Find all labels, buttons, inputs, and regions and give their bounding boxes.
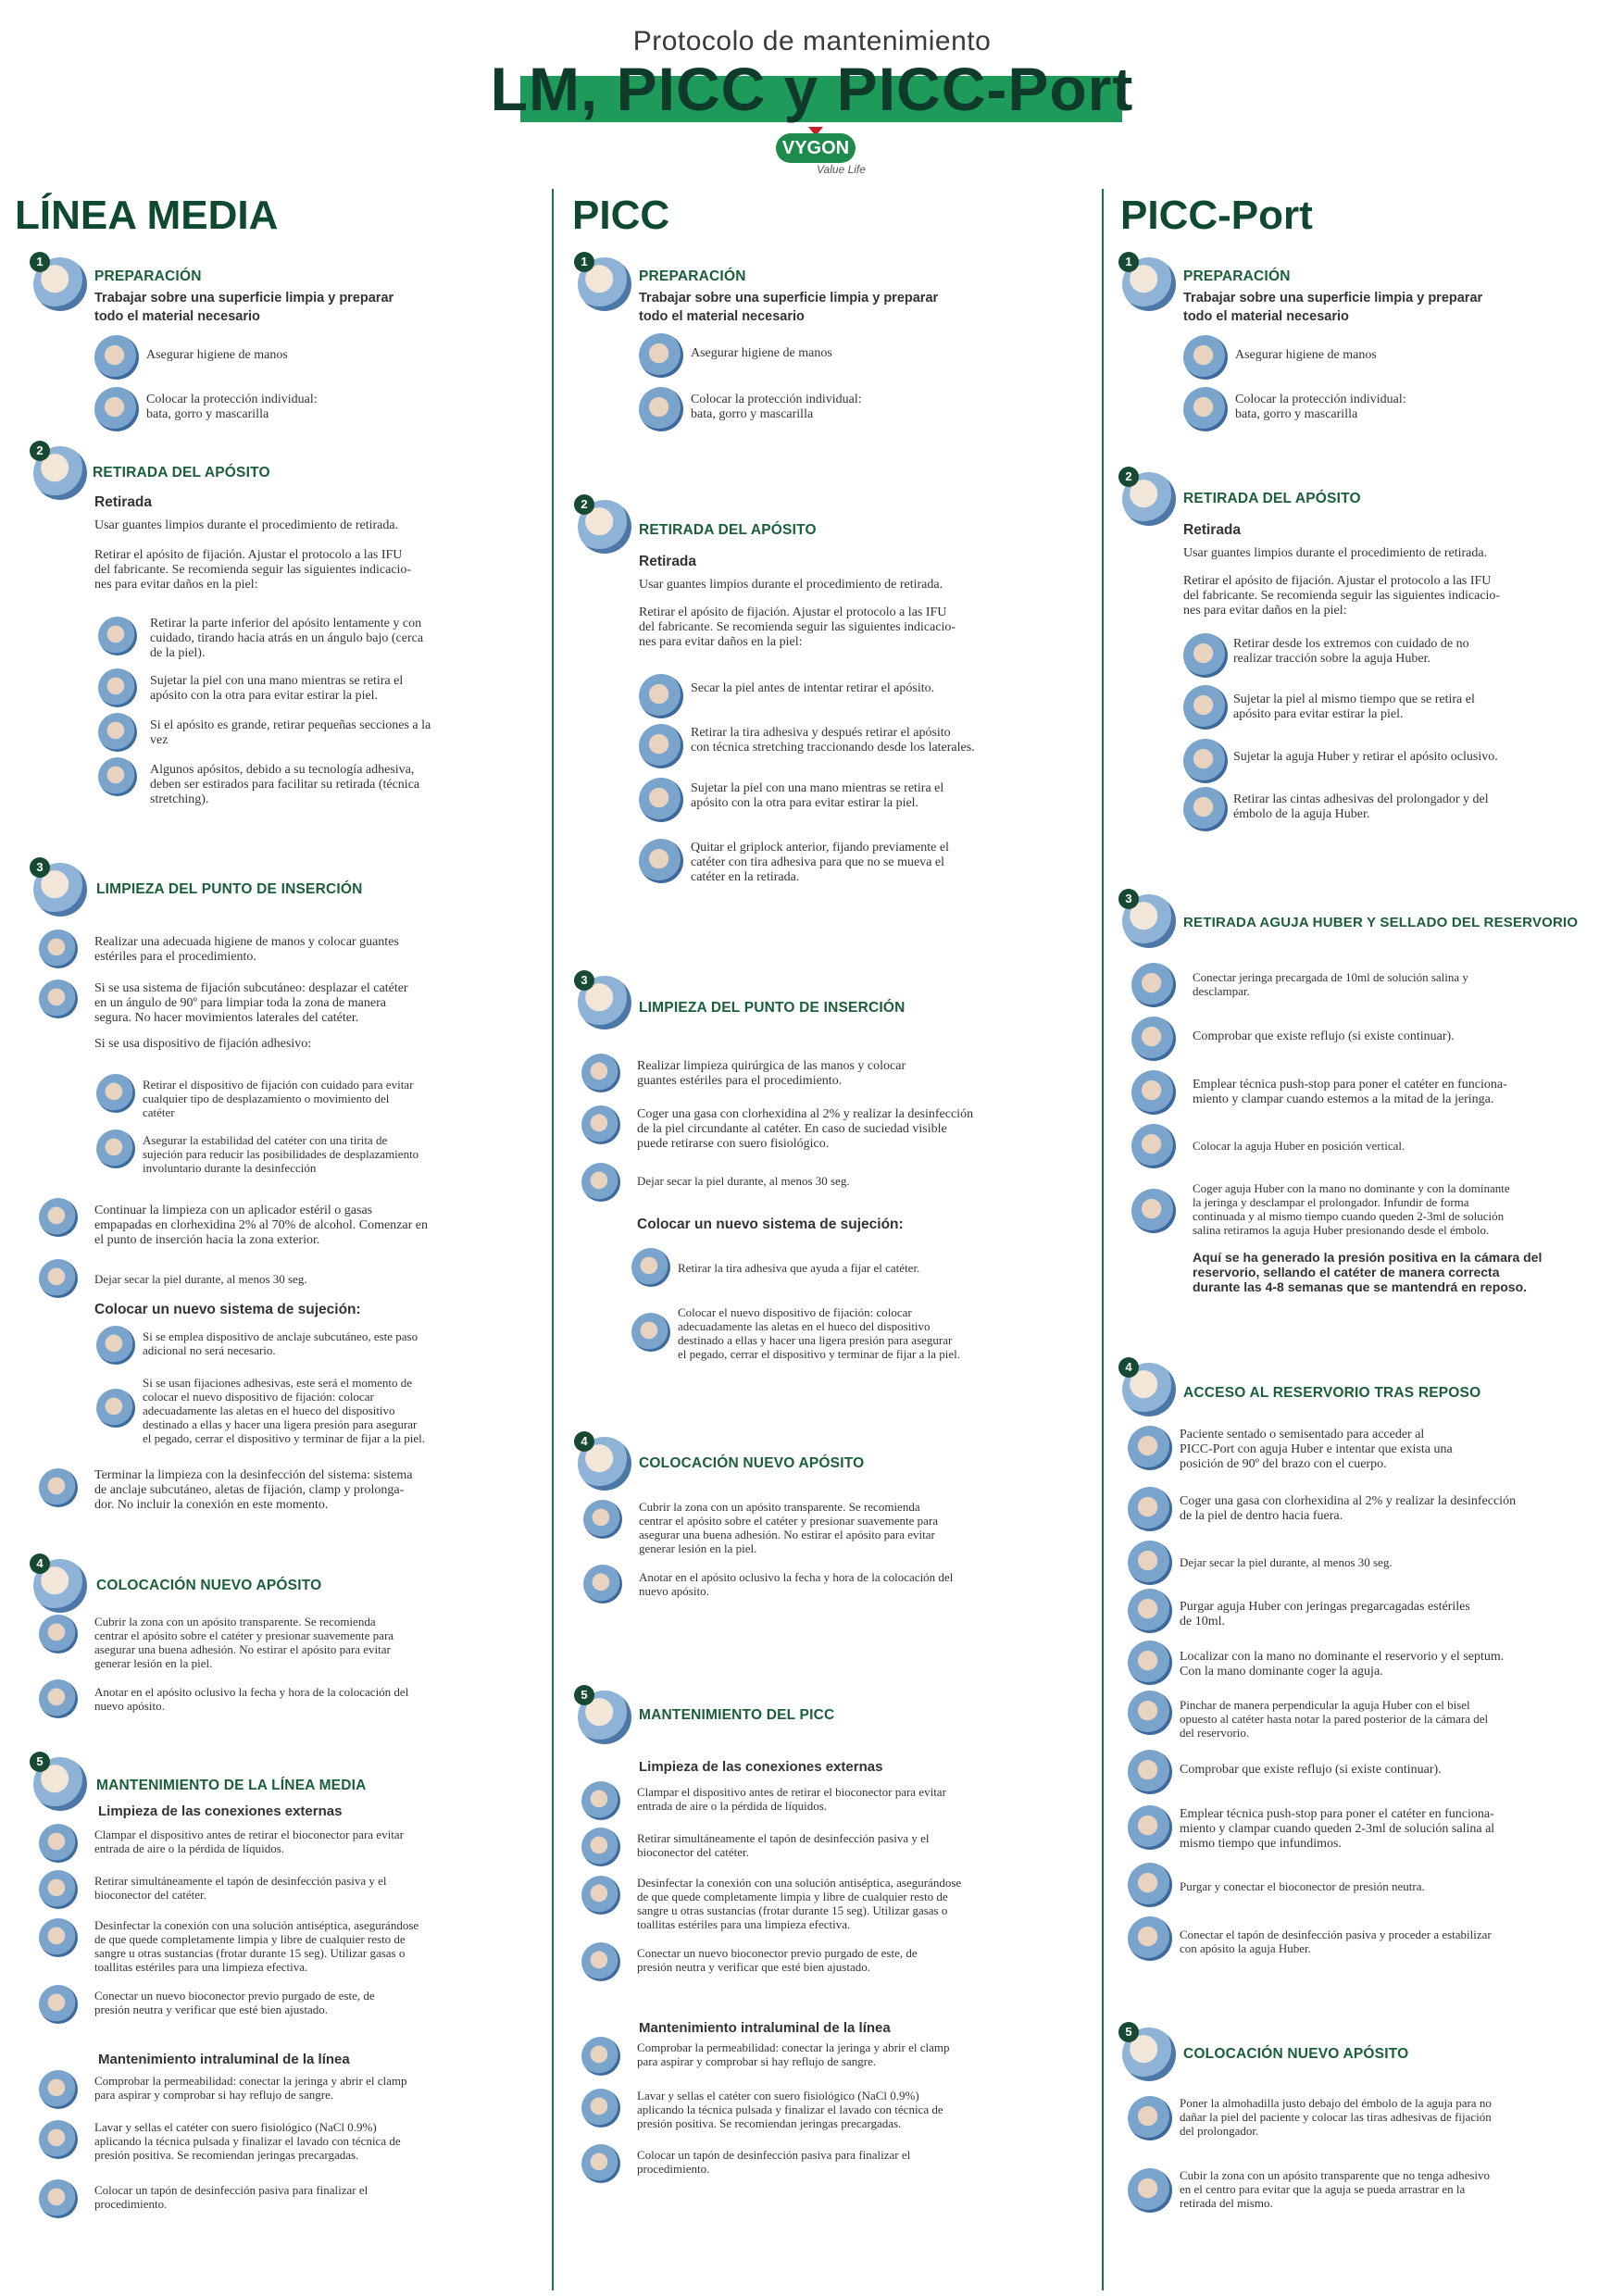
annotate-dressing-icon [39,1679,78,1718]
item-text: Cubrir la zona con un apósito transparente. Se recomienda centrar el apósito sobre el catéter y presionar suavemente para asegurar una buena adhesión. No estirar el apósito para evitar generar lesión en la piel. [639,1500,939,1555]
item-text: Desinfectar la conexión con una solución antiséptica, asegurándose de que quede completamente limpia y libre de cualquier resto de sangre u otras sustancias (frotar durante 15 seg). Utilizar gasas o toallitas estériles para una limpieza efectiva. [94,1918,419,1974]
patient-position-icon [1128,1426,1172,1470]
remove-strip-icon [631,1248,670,1287]
item-text: Coger una gasa con clorhexidina al 2% y realizar la desinfección de la piel circundante al catéter. En caso de suciedad visible puede retirarse con suero fisiológico. [637,1107,974,1151]
port-step-1-bold-2: todo el material necesario [1183,309,1349,324]
picc-step-1-title: PREPARACIÓN [639,268,746,284]
item-text: Lavar y sellas el catéter con suero fisiológico (NaCl 0.9%) aplicando la técnica pulsada y finalizar el lavado con técnica de presión positiva. Se recomiendan jeringas precargadas. [94,2120,401,2162]
picc-s2-sub: Retirada [639,554,697,569]
new-fixation-icon [631,1313,670,1352]
protection-icon [94,387,139,431]
dry-skin-icon [581,1163,620,1202]
item-text: Clampar el dispositivo antes de retirar el bioconector para evitar entrada de aire o la pérdida de líquidos. [637,1785,946,1813]
item-text: Anotar en el apósito oclusivo la fecha y hora de la colocación del nuevo apósito. [94,1685,409,1713]
dry-skin-icon [639,674,683,718]
port-s3-bold: Aquí se ha generado la presión positiva en la cámara del reservorio, sellando el catéter de manera correcta durante las 4-8 semanas que se mantendrá en reposo. [1193,1250,1543,1294]
item-text: Comprobar que existe reflujo (si existe continuar). [1180,1763,1442,1777]
picc-s5-sub-2: Mantenimiento intraluminal de la línea [639,2020,891,2036]
clamp-icon [581,1781,620,1820]
item-text: Si se usan fijaciones adhesivas, este será el momento de colocar el nuevo dispositivo de fijación: colocar adecuadamente las aletas en el hueco del dispositivo destinado a ellas y hacer una ligera presión para asegurar el pegado, cerrar el dispositivo y terminar de fijar a la piel. [143,1376,426,1445]
item-text: Comprobar que existe reflujo (si existe continuar). [1193,1029,1455,1043]
item-text: Conectar un nuevo bioconector previo purgado de este, de presión neutra y verificar que esté bien ajustado. [637,1946,918,1974]
remove-dressing-icon [1183,739,1228,783]
column-divider-2 [1102,189,1104,2290]
item-text: Retirar simultáneamente el tapón de desinfección pasiva y el bioconector del catéter. [637,1831,930,1859]
port-s2-p1: Usar guantes limpios durante el procedimiento de retirada. [1183,546,1488,560]
dressing-sections-icon [98,713,137,752]
item-text: Cubir la zona con un apósito transparente que no tenga adhesivo en el centro para evitar que la aguja se pueda arrastrar en la retirada del mismo. [1180,2168,1491,2210]
dry-skin-icon [1128,1541,1172,1585]
lm-step-4-title: COLOCACIÓN NUEVO APÓSITO [96,1578,322,1593]
lm-s5-sub-2: Mantenimiento intraluminal de la línea [98,2052,350,2067]
item-text: Retirar las cintas adhesivas del prolongador y del émbolo de la aguja Huber. [1233,792,1489,821]
bioconnector-icon [39,1985,78,2024]
dressing-removal-icon [98,617,137,655]
item-text: Si el apósito es grande, retirar pequeñas secciones a la vez [150,718,431,747]
lm-s2-p1: Usar guantes limpios durante el procedimiento de retirada. [94,518,399,532]
protection-icon [1183,387,1228,431]
item-text: Clampar el dispositivo antes de retirar el bioconector para evitar entrada de aire o la pérdida de líquidos. [94,1828,404,1855]
hold-skin-icon [98,668,137,707]
hand-hygiene-icon [39,930,78,968]
remove-fixation-icon [96,1074,135,1113]
item-text: Conectar un nuevo bioconector previo purgado de este, de presión neutra y verificar que esté bien ajustado. [94,1989,375,2016]
lm-s2-p2: Retirar el apósito de fijación. Ajustar el protocolo a las IFU del fabricante. Se recomienda seguir las siguientes indicacio- nes para evitar daños en la piel: [94,548,412,592]
flush-icon [581,2089,620,2128]
hand-hygiene-icon [639,333,683,378]
item-text: Terminar la limpieza con la desinfección del sistema: sistema de anclaje subcutáneo, aletas de fijación, clamp y prolonga- dor. No incluir la conexión en este momento. [94,1468,413,1512]
bioconnector-icon [1128,1863,1172,1907]
hand-hygiene-icon [1183,335,1228,380]
step-number: 4 [30,1554,50,1574]
clamp-icon [39,1824,78,1863]
hand-hygiene-icon [94,335,139,380]
item-text: Desinfectar la conexión con una solución antiséptica, asegurándose de que quede completamente limpia y libre de cualquier resto de sangre u otras sustancias (frotar durante 15 seg). Utilizar gasas o toallitas estériles para una limpieza efectiva. [637,1876,962,1931]
item-text: Paciente sentado o semisentado para acceder al PICC-Port con aguja Huber e intentar que exista una posición de 90º del brazo con el cuerpo. [1180,1428,1453,1471]
surgical-hand-wash-icon [581,1054,620,1092]
port-step-5-title: COLOCACIÓN NUEVO APÓSITO [1183,2046,1409,2062]
prefilled-syringe-icon [1131,963,1176,1007]
item-text: Continuar la limpieza con un aplicador estéril o gasas empapadas en clorhexidina 2% al 70% de alcohol. Comenzar en el punto de inserción hacia la zona exterior. [94,1204,428,1247]
picc-step-1-bold-1: Trabajar sobre una superficie limpia y preparar [639,291,939,306]
item-text: Colocar la protección individual: bata, gorro y mascarilla [146,393,318,421]
syringe-icon [39,2070,78,2109]
griplock-icon [639,839,683,883]
vygon-logo: VYGON [776,133,856,163]
purge-needle-icon [1128,1589,1172,1633]
item-text: Algunos apósitos, debido a su tecnología adhesiva, deben ser estirados para facilitar su retirada (técnica stretching). [150,763,420,806]
lm-s5-sub-1: Limpieza de las conexiones externas [98,1803,343,1819]
remove-cap-icon [581,1828,620,1866]
step-number: 1 [1118,252,1139,272]
lm-step-3-title: LIMPIEZA DEL PUNTO DE INSERCIÓN [96,881,363,897]
disinfection-cap-icon [39,2179,78,2218]
item-text: Retirar desde los extremos con cuidado de no realizar tracción sobre la aguja Huber. [1233,637,1469,666]
step-number: 5 [1118,2022,1139,2042]
protection-icon [639,387,683,431]
picc-s5-sub-1: Limpieza de las conexiones externas [639,1759,883,1775]
transparent-dressing-icon [39,1615,78,1653]
item-text: Sujetar la aguja Huber y retirar el apósito oclusivo. [1233,750,1498,764]
reflux-check-icon [1128,1750,1172,1794]
picc-s2-p1: Usar guantes limpios durante el procedimiento de retirada. [639,578,943,592]
adhesive-fixation-icon [96,1389,135,1428]
item-text: Dejar secar la piel durante, al menos 30 seg. [94,1272,307,1286]
lm-step-2-title: RETIRADA DEL APÓSITO [93,465,270,480]
transparent-dressing-icon [583,1500,622,1539]
item-text: Sujetar la piel con una mano mientras se retira el apósito con la otra para evitar estirar la piel. [150,674,404,703]
locate-septum-icon [1128,1641,1172,1685]
item-text: Coger una gasa con clorhexidina al 2% y realizar la desinfección de la piel de dentro hacia fuera. [1180,1494,1517,1523]
stability-strip-icon [96,1129,135,1168]
port-step-2-title: RETIRADA DEL APÓSITO [1183,491,1361,506]
push-stop-icon [1128,1805,1172,1850]
item-text: Colocar la protección individual: bata, gorro y mascarilla [1235,393,1406,421]
item-text: Asegurar higiene de manos [146,348,288,362]
item-text: Quitar el griplock anterior, fijando previamente el catéter con tira adhesiva para que no se mueva el catéter en la retirada. [691,841,949,884]
item-text: Purgar aguja Huber con jeringas pregarcagadas estériles de 10ml. [1180,1600,1470,1628]
item-text: Comprobar la permeabilidad: conectar la jeringa y abrir el clamp para aspirar y comprobar si hay reflujo de sangre. [94,2074,407,2102]
step-number: 2 [1118,467,1139,487]
item-text: Poner la almohadilla justo debajo del émbolo de la aguja para no dañar la piel del paciente y colocar las tiras adhesivas de fijación del prolongador. [1180,2096,1492,2138]
picc-step-1-bold-2: todo el material necesario [639,309,805,324]
step-number: 3 [30,857,50,878]
lm-step-5-title: MANTENIMIENTO DE LA LÍNEA MEDIA [96,1778,367,1793]
item-text: Localizar con la mano no dominante el reservorio y el septum. Con la mano dominante coger la aguja. [1180,1650,1505,1678]
step-number: 4 [1118,1357,1139,1378]
disinfection-cap-icon [581,2144,620,2183]
item-text: Pinchar de manera perpendicular la aguja Huber con el bisel opuesto al catéter hasta notar la pared posterior de la cámara del del reservorio. [1180,1698,1489,1740]
lm-s3-p1: Si se usa dispositivo de fijación adhesivo: [94,1037,312,1051]
lm-step-1-bold-1: Trabajar sobre una superficie limpia y preparar [94,291,394,306]
reflux-check-icon [1131,1017,1176,1061]
syringe-icon [581,2037,620,2076]
port-step-1-bold-1: Trabajar sobre una superficie limpia y preparar [1183,291,1483,306]
picc-step-2-title: RETIRADA DEL APÓSITO [639,522,817,538]
lm-s2-sub: Retirada [94,494,153,510]
item-text: Emplear técnica push-stop para poner el catéter en funciona- miento y clampar cuando queden 2-3ml de solución salina al mismo tiempo que infundimos. [1180,1807,1495,1851]
bioconnector-icon [581,1942,620,1981]
item-text: Sujetar la piel con una mano mientras se retira el apósito con la otra para evitar estirar la piel. [691,781,944,810]
dry-skin-icon [39,1259,78,1298]
step-number: 5 [30,1752,50,1772]
step-number: 3 [1118,889,1139,909]
port-step-1-title: PREPARACIÓN [1183,268,1291,284]
item-text: Lavar y sellas el catéter con suero fisiológico (NaCl 0.9%) aplicando la técnica pulsada y finalizar el lavado con técnica de presión positiva. Se recomiendan jeringas precargadas. [637,2089,943,2130]
anchor-device-icon [96,1326,135,1365]
item-text: Asegurar higiene de manos [691,346,832,360]
disinfection-cap-icon [1128,1916,1172,1961]
vertical-needle-icon [1131,1124,1176,1168]
picc-s3-sub: Colocar un nuevo sistema de sujeción: [637,1217,904,1232]
pad-icon [1128,2096,1172,2140]
hold-skin-icon [639,778,683,822]
item-text: Conectar jeringa precargada de 10ml de solución salina y desclampar. [1193,970,1468,998]
column-divider-1 [552,189,554,2290]
column-heading-picc-port: PICC-Port [1120,193,1313,238]
item-text: Cubrir la zona con un apósito transparente. Se recomienda centrar el apósito sobre el catéter y presionar suavemente para asegurar una buena adhesión. No estirar el apósito para evitar generar lesión en la piel. [94,1615,394,1670]
item-text: Emplear técnica push-stop para poner el catéter en funciona- miento y clampar cuando estemos a la mitad de la jeringa. [1193,1078,1507,1106]
disinfect-connection-icon [581,1876,620,1915]
chlorhexidine-gauze-icon [581,1105,620,1144]
push-stop-icon [1131,1070,1176,1115]
port-step-3-title: RETIRADA AGUJA HUBER Y SELLADO DEL RESERVORIO [1183,915,1579,930]
picc-step-5-title: MANTENIMIENTO DEL PICC [639,1707,835,1723]
picc-step-3-title: LIMPIEZA DEL PUNTO DE INSERCIÓN [639,1000,906,1016]
item-text: Asegurar la estabilidad del catéter con una tirita de sujeción para reducir las posibilidades de desplazamiento involuntario durante la desinfección [143,1133,419,1175]
item-text: Retirar el dispositivo de fijación con cuidado para evitar cualquier tipo de desplazamiento o movimiento del catéter [143,1078,414,1119]
item-text: Colocar un tapón de desinfección pasiva para finalizar el procedimiento. [94,2183,369,2211]
item-text: Realizar una adecuada higiene de manos y colocar guantes estériles para el procedimiento. [94,935,399,964]
item-text: Si se usa sistema de fijación subcutáneo: desplazar el catéter en un ángulo de 90º para limpiar toda la zona de manera segura. No hacer movimientos laterales del catéter. [94,981,408,1025]
item-text: Retirar la tira adhesiva que ayuda a fijar el catéter. [678,1261,920,1275]
picc-s2-p2: Retirar el apósito de fijación. Ajustar el protocolo a las IFU del fabricante. Se recomienda seguir las siguientes indicacio- nes para evitar daños en la piel: [639,605,956,649]
sterile-applicator-icon [39,1198,78,1237]
puncture-icon [1128,1691,1172,1735]
step-number: 1 [30,252,50,272]
remove-cap-icon [39,1870,78,1909]
lm-s3-sub: Colocar un nuevo sistema de sujeción: [94,1302,361,1317]
header-subtitle: Protocolo de mantenimiento [632,26,992,56]
item-text: Retirar la parte inferior del apósito lentamente y con cuidado, tirando hacia atrás en un ángulo bajo (cerca de la piel). [150,617,424,660]
hold-skin-icon [1183,685,1228,730]
lm-step-1-bold-2: todo el material necesario [94,309,260,324]
item-text: Anotar en el apósito oclusivo la fecha y hora de la colocación del nuevo apósito. [639,1570,954,1598]
page-title: LM, PICC y PICC-Port [490,55,1134,123]
column-heading-picc: PICC [572,193,670,238]
item-text: Retirar simultáneamente el tapón de desinfección pasiva y el bioconector del catéter. [94,1874,387,1902]
logo-tagline: Value Life [817,163,866,176]
subcutaneous-fixation-icon [39,980,78,1018]
item-text: Colocar la aguja Huber en posición vertical. [1193,1139,1405,1153]
stretching-icon [98,757,137,796]
item-text: Dejar secar la piel durante, al menos 30 seg. [1180,1555,1393,1569]
item-text: Conectar el tapón de desinfección pasiva y proceder a estabilizar con apósito la aguja Huber. [1180,1928,1492,1955]
port-s2-p2: Retirar el apósito de fijación. Ajustar el protocolo a las IFU del fabricante. Se recomienda seguir las siguientes indicacio- nes para evitar daños en la piel: [1183,574,1501,618]
item-text: Retirar la tira adhesiva y después retirar el apósito con técnica stretching traccionando desde los laterales. [691,726,975,755]
step-number: 3 [574,970,594,991]
adhesive-strip-icon [639,724,683,768]
item-text: Comprobar la permeabilidad: conectar la jeringa y abrir el clamp para aspirar y comprobar si hay reflujo de sangre. [637,2040,950,2068]
item-text: Sujetar la piel al mismo tiempo que se retira el apósito para evitar estirar la piel. [1233,693,1475,721]
item-text: Realizar limpieza quirúrgica de las manos y colocar guantes estériles para el procedimiento. [637,1059,906,1088]
annotate-dressing-icon [583,1565,622,1603]
disinfection-icon [39,1468,78,1507]
port-step-4-title: ACCESO AL RESERVORIO TRAS REPOSO [1183,1385,1481,1401]
huber-withdrawal-icon [1131,1189,1176,1233]
item-text: Secar la piel antes de intentar retirar el apósito. [691,681,935,695]
column-heading-linea-media: LÍNEA MEDIA [15,193,279,238]
item-text: Si se emplea dispositivo de anclaje subcutáneo, este paso adicional no será necesario. [143,1329,418,1357]
flush-icon [39,2120,78,2159]
step-number: 5 [574,1685,594,1705]
step-number: 4 [574,1431,594,1452]
item-text: Coger aguja Huber con la mano no dominante y con la dominante la jeringa y desclampar el prolongador. Infundir de forma continuada y al mismo tiempo cuando queden 2-3ml de solución salina retiramos la aguja Huber presionando desde el émbolo. [1193,1181,1510,1237]
item-text: Colocar un tapón de desinfección pasiva para finalizar el procedimiento. [637,2148,911,2176]
step-number: 2 [574,494,594,515]
chlorhexidine-gauze-icon [1128,1487,1172,1531]
huber-needle-icon [1183,633,1228,678]
item-text: Colocar la protección individual: bata, gorro y mascarilla [691,393,862,421]
item-text: Colocar el nuevo dispositivo de fijación: colocar adecuadamente las aletas en el hueco del dispositivo destinado a ellas y hacer una ligera presión para asegurar el pegado, cerrar el dispositivo y terminar de fijar a la piel. [678,1305,961,1361]
transparent-dressing-icon [1128,2168,1172,2213]
picc-step-4-title: COLOCACIÓN NUEVO APÓSITO [639,1455,865,1471]
step-number: 1 [574,252,594,272]
port-s2-sub: Retirada [1183,522,1242,538]
lm-step-1-title: PREPARACIÓN [94,268,202,284]
item-text: Purgar y conectar el bioconector de presión neutra. [1180,1879,1425,1893]
item-text: Dejar secar la piel durante, al menos 30 seg. [637,1174,850,1188]
item-text: Asegurar higiene de manos [1235,348,1377,362]
adhesive-tapes-icon [1183,787,1228,831]
step-number: 2 [30,441,50,461]
disinfect-connection-icon [39,1918,78,1957]
